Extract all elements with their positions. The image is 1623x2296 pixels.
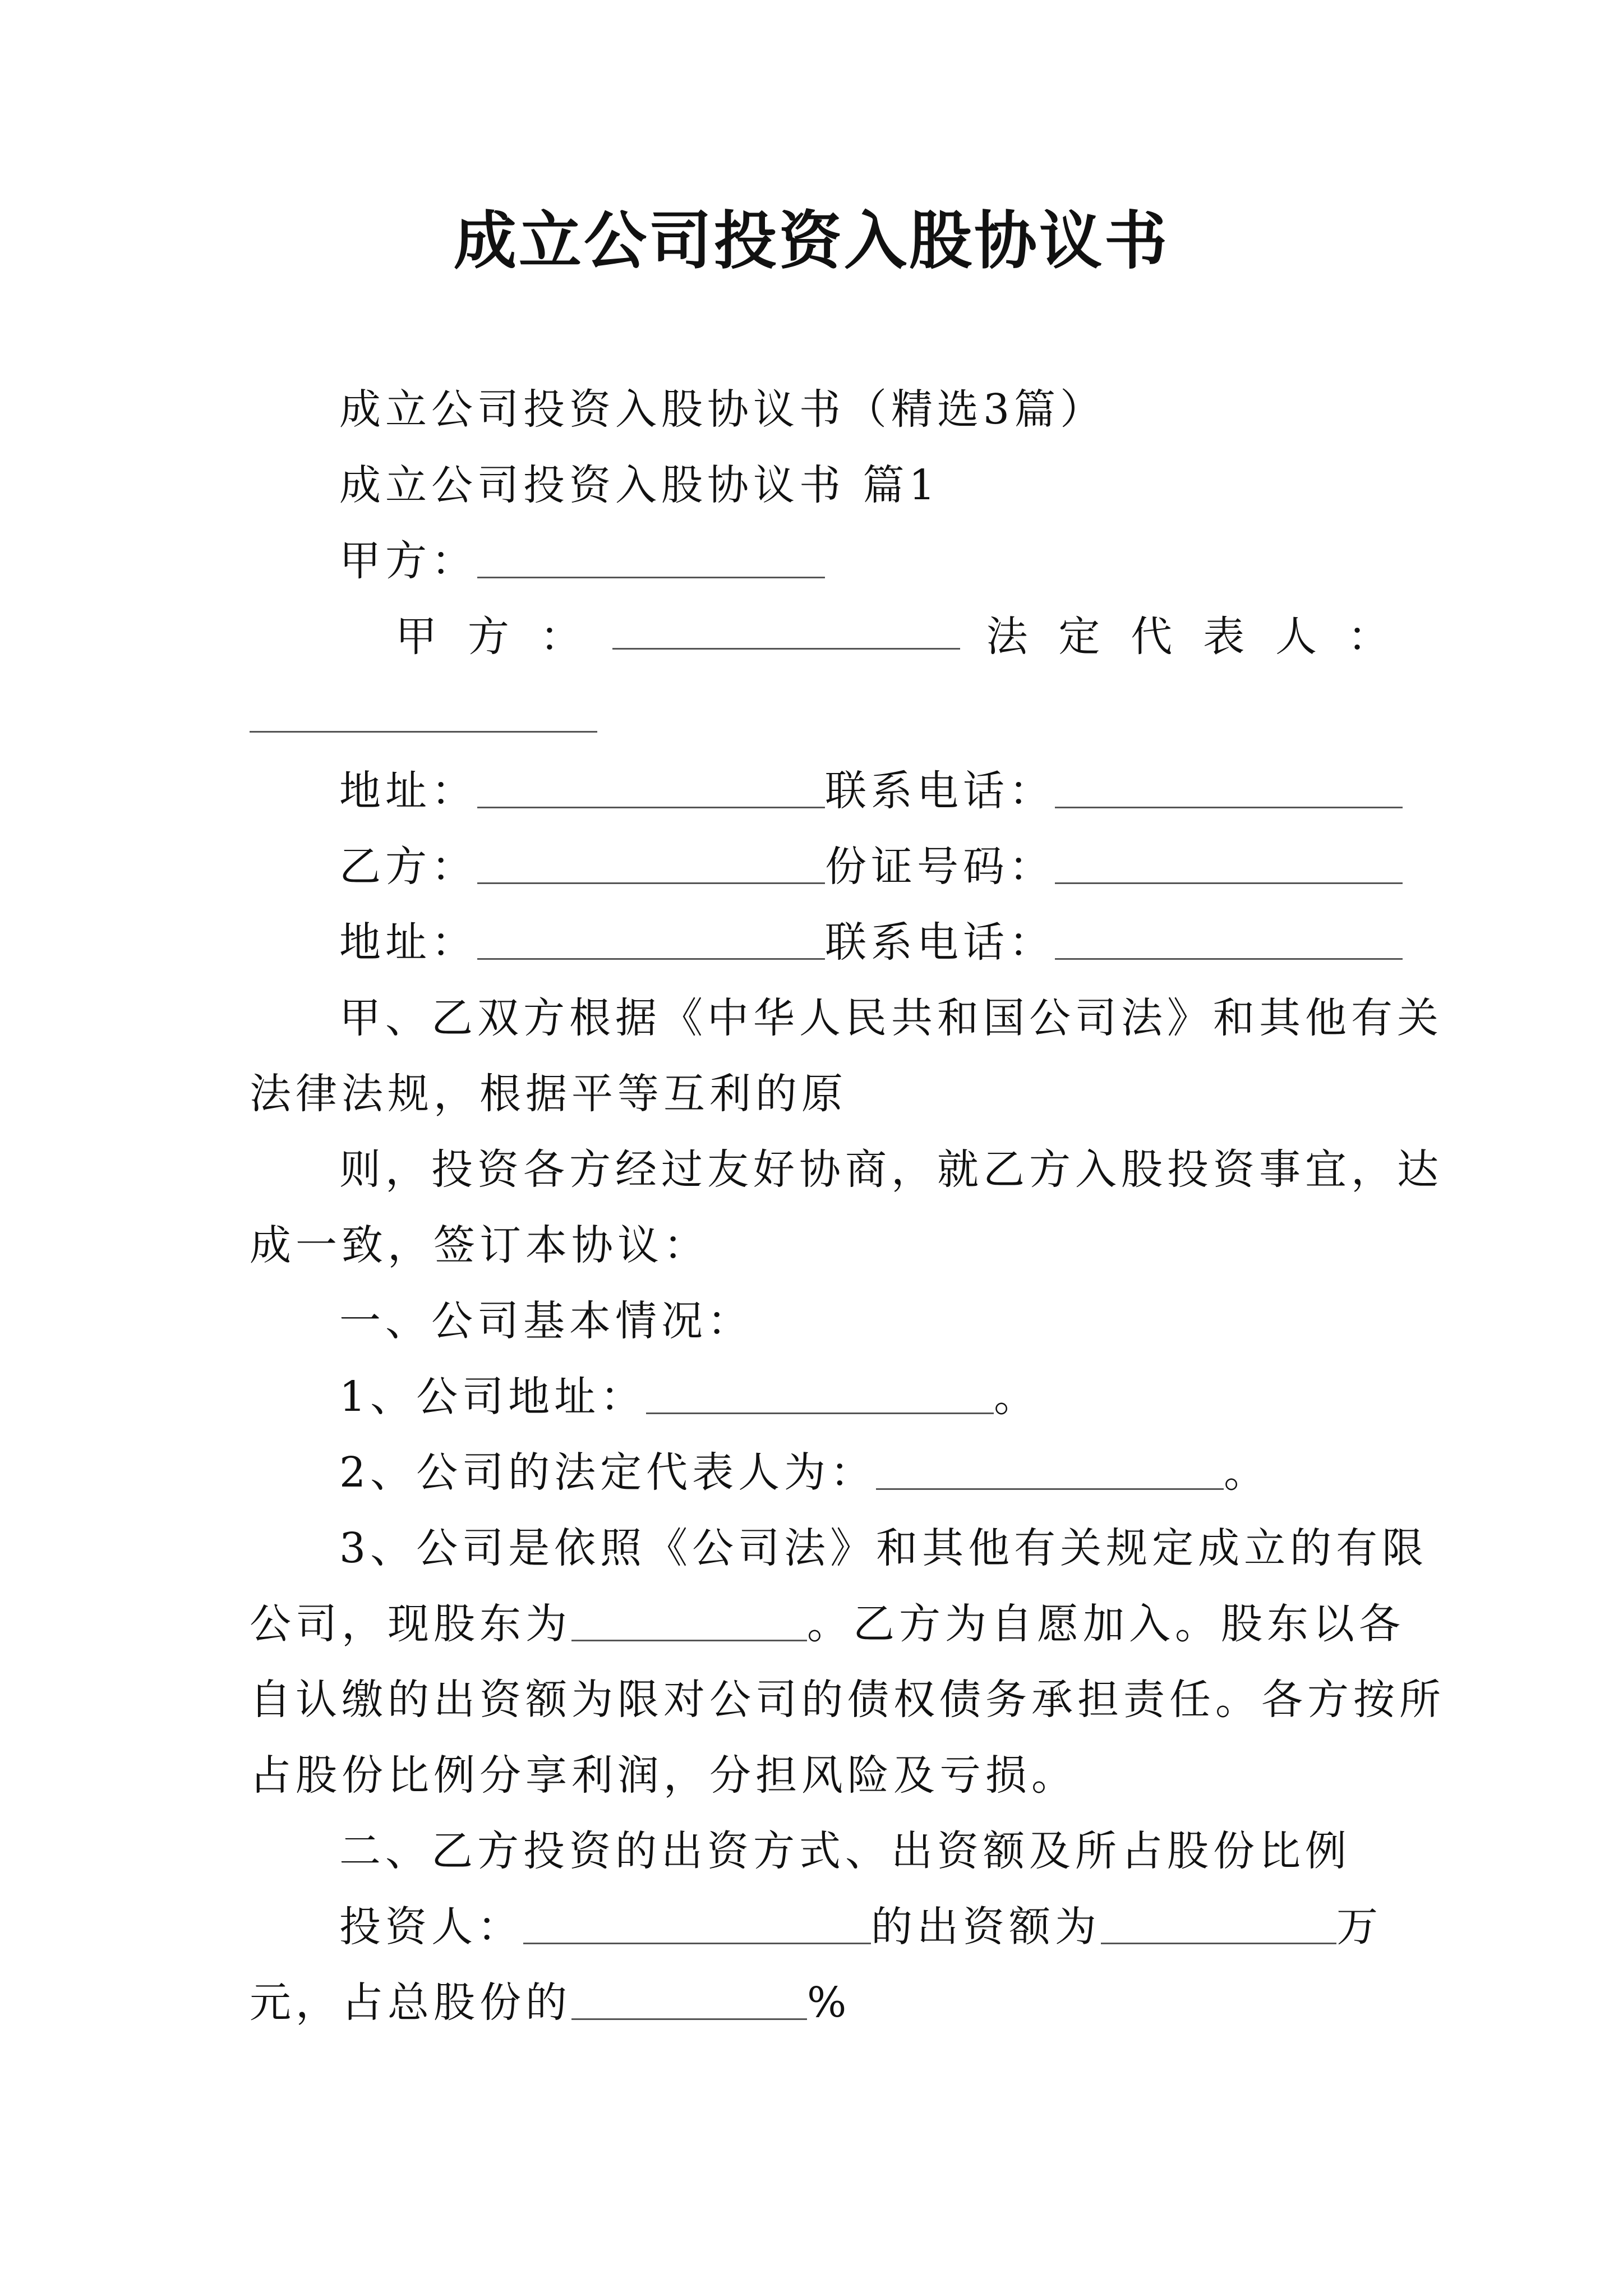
legal-rep-char-1: 法 [986,613,1032,661]
document-title: 成立公司投资入股协议书 [454,204,1169,278]
section-heading: 成立公司投资入股协议书 篇1 [339,461,940,509]
address-label-a: 地址： [339,767,477,815]
item1-label: 1、公司地址： [339,1373,647,1421]
amount-blank [1101,1943,1336,1944]
item2-end: 。 [1224,1448,1270,1497]
party-b-label: 乙方： [339,843,477,891]
legal-rep-char-5: 人 [1275,613,1321,661]
investor-unit: 万 [1336,1903,1382,1951]
item3-line2-a: 公司，现股东为 [250,1600,571,1648]
investor-amount-label: 的出资额为 [871,1903,1101,1951]
shareholders-blank [571,1640,807,1641]
share-line-a: 元，占总股份的 [250,1978,571,2027]
section2-title: 二、乙方投资的出资方式、出资额及所占股份比例 [339,1827,1351,1875]
party-a-rep-line [395,609,1394,665]
item2-blank [876,1488,1224,1490]
item1-line [250,1369,1040,1425]
para2-line2: 成一致，签订本协议： [250,1221,709,1269]
party-a-label: 甲方： [339,537,477,585]
item3-line2 [250,1596,1405,1652]
address-line-a [250,763,1403,819]
share-blank [571,2018,807,2020]
phone-blank-b [1055,958,1403,960]
item3-line3: 自认缴的出资额为限对公司的债权债务承担责任。各方按所 [250,1676,1445,1724]
party-a-line [250,533,825,589]
party-a-rep-blank [612,648,960,650]
legal-rep-char-3: 代 [1131,613,1177,661]
legal-rep-blank [250,731,597,733]
legal-rep-char-2: 定 [1058,613,1105,661]
para1-line2: 法律法规，根据平等互利的原 [250,1070,847,1118]
party-b-blank [477,882,825,884]
party-a-rep-char-1: 甲 [395,613,441,661]
address-line-b [250,914,1403,970]
investor-label: 投资人： [339,1903,523,1951]
phone-label-b: 联系电话： [825,918,1055,967]
investor-blank [523,1943,871,1944]
phone-label-a: 联系电话： [825,767,1055,815]
item2-line [250,1444,1270,1501]
share-line-b: % [807,1978,851,2027]
party-b-line [250,839,1403,895]
party-a-rep-char-2: 方 [467,613,514,661]
phone-blank-a [1055,807,1403,808]
para1-line1: 甲、乙双方根据《中华人民共和国公司法》和其他有关 [339,994,1443,1042]
item3-line1: 3、公司是依照《公司法》和其他有关规定成立的有限 [339,1524,1428,1572]
id-blank [1055,882,1403,884]
id-label: 份证号码： [825,843,1055,891]
item1-end: 。 [994,1373,1040,1421]
investor-line [250,1899,1382,1955]
address-label-b: 地址： [339,918,477,967]
legal-rep-char-6: ： [1347,613,1394,661]
legal-rep-blank-line [250,687,597,743]
item3-line2-b: 。乙方为自愿加入。股东以各 [807,1600,1405,1648]
section1-title: 一、公司基本情况： [339,1297,753,1345]
party-a-rep-char-3: ： [540,613,586,661]
subtitle: 成立公司投资入股协议书（精选3篇） [339,385,1106,434]
item1-blank [646,1412,994,1414]
address-blank-a [477,807,825,808]
item3-line4: 占股份比例分享利润，分担风险及亏损。 [250,1751,1077,1800]
legal-rep-char-4: 表 [1203,613,1249,661]
address-blank-b [477,958,825,960]
share-line [250,1975,851,2031]
party-a-blank [477,577,825,578]
para2-line1: 则，投资各方经过友好协商，就乙方入股投资事宜，达 [339,1145,1443,1194]
item2-label: 2、公司的法定代表人为： [339,1448,877,1497]
